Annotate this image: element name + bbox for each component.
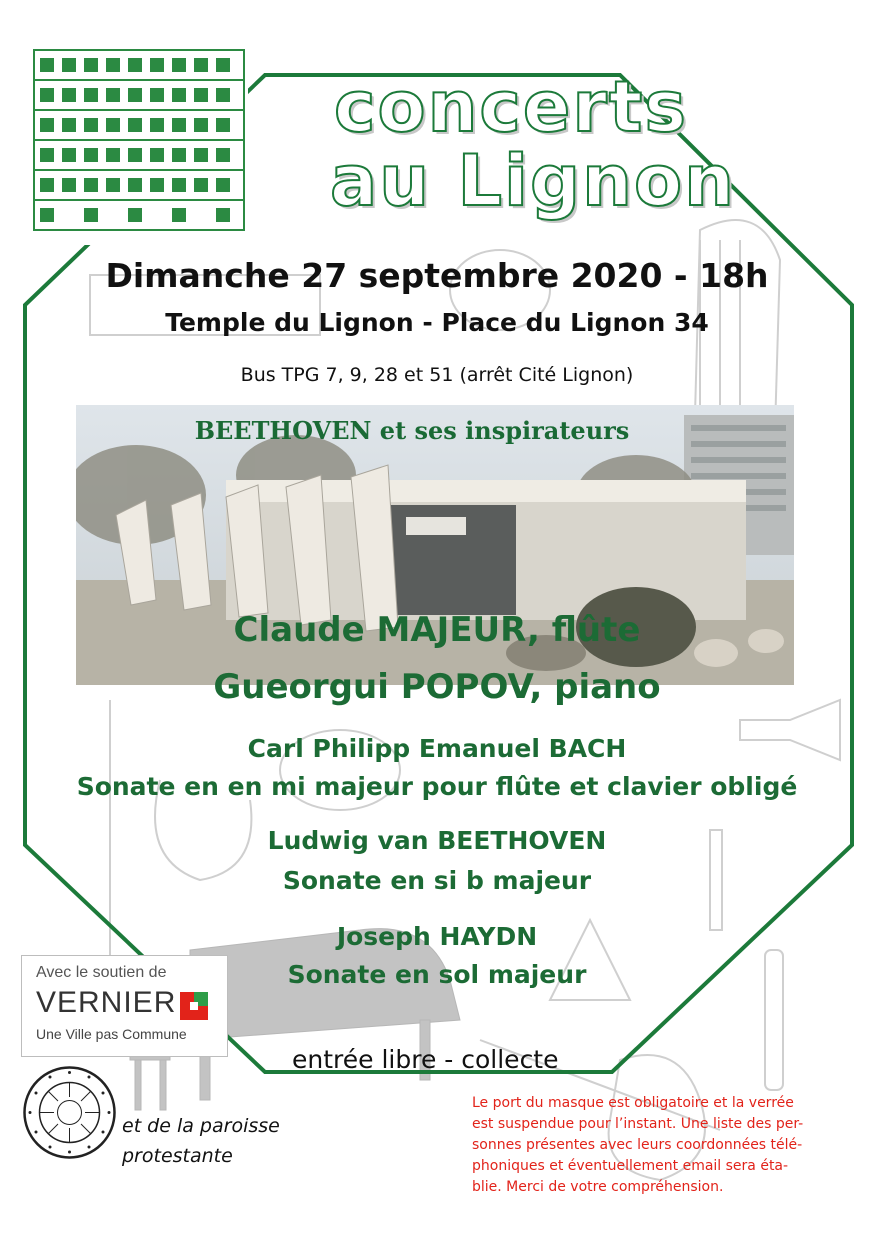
notice-line: sonnes présentes avec leurs coordonnées télé- <box>472 1137 803 1153</box>
work-haydn: Sonate en sol majeur <box>287 960 587 989</box>
composer-haydn: Joseph HAYDN <box>336 922 538 951</box>
composer-bach: Carl Philipp Emanuel BACH <box>247 734 627 763</box>
composer-beethoven: Ludwig van BEETHOVEN <box>267 826 607 855</box>
event-date: Dimanche 27 septembre 2020 - 18h <box>105 256 769 295</box>
parish-line-1: et de la paroisse <box>122 1115 280 1137</box>
entry-info: entrée libre - collecte <box>292 1045 559 1074</box>
building-sketch-image <box>30 40 248 245</box>
event-venue: Temple du Lignon - Place du Lignon 34 <box>165 308 709 337</box>
sponsor-intro: Avec le soutien de <box>36 964 167 981</box>
title-au-lignon: au Lignon <box>330 140 736 222</box>
notice-line: est suspendue pour l’instant. Une liste des per- <box>472 1116 804 1132</box>
title-concerts: concerts <box>334 66 689 148</box>
notice-line: blie. Merci de votre compréhension. <box>472 1179 724 1195</box>
program-title: BEETHOVEN et ses inspirateurs <box>194 416 630 445</box>
geneva-church-seal-icon <box>22 1065 117 1160</box>
performer-piano: Gueorgui POPOV, piano <box>213 667 661 707</box>
covid-notice <box>472 1093 832 1198</box>
notice-line: phoniques et éventuellement email sera éta- <box>472 1158 789 1174</box>
performer-flute: Claude MAJEUR, flûte <box>233 610 641 650</box>
work-bach: Sonate en en mi majeur pour flûte et clavier obligé <box>76 772 798 801</box>
event-bus-info: Bus TPG 7, 9, 28 et 51 (arrêt Cité Lignon) <box>240 364 634 386</box>
sponsor-tagline: Une Ville pas Commune <box>36 1026 187 1042</box>
sponsor-vernier-box <box>21 955 228 1057</box>
notice-line: Le port du masque est obligatoire et la verrée <box>472 1095 794 1111</box>
vernier-logo-icon <box>180 992 208 1020</box>
sponsor-name: VERNIER <box>36 986 177 1019</box>
work-beethoven: Sonate en si b majeur <box>282 866 592 895</box>
parish-line-2: protestante <box>122 1145 233 1167</box>
